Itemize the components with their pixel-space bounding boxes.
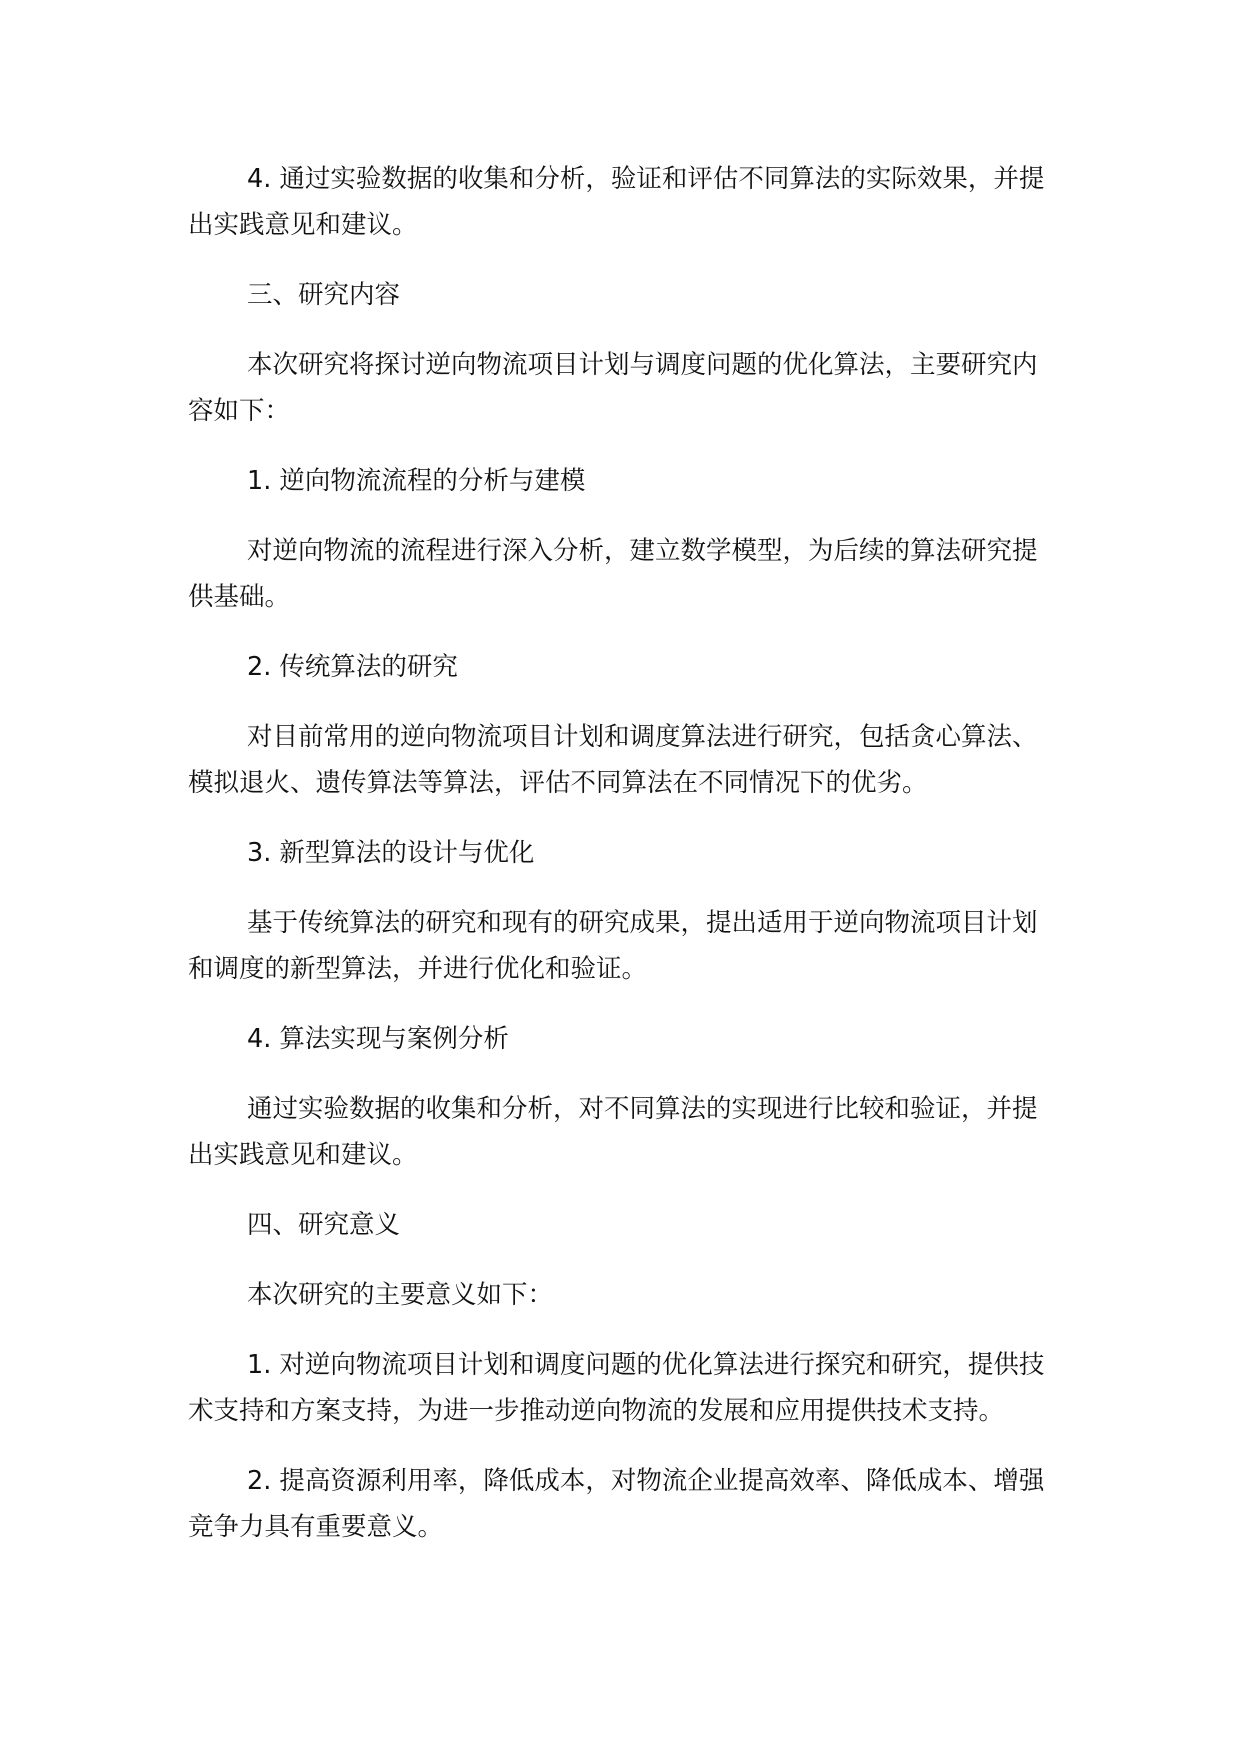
section-heading-research-significance: 四、研究意义 [247,1210,401,1240]
section-heading-research-content: 三、研究内容 [247,280,401,310]
paragraph-implementation-case-study: 通过实验数据的收集和分析，对不同算法的实现进行比较和验证，并提出实践意见和建议。 [188,1094,1038,1170]
subheading-process-analysis: 1. 逆向物流流程的分析与建模 [247,466,586,496]
paragraph-traditional-algorithms: 对目前常用的逆向物流项目计划和调度算法进行研究，包括贪心算法、模拟退火、遗传算法等算法，评估不同算法在不同情况下的优劣。 [188,722,1038,798]
paragraph-significance-item-2: 2. 提高资源利用率，降低成本，对物流企业提高效率、降低成本、增强竞争力具有重要意义。 [188,1466,1045,1542]
subheading-new-algorithm-design: 3. 新型算法的设计与优化 [247,838,535,868]
paragraph-new-algorithm-design: 基于传统算法的研究和现有的研究成果，提出适用于逆向物流项目计划和调度的新型算法，并进行优化和验证。 [188,908,1038,984]
paragraph-process-analysis: 对逆向物流的流程进行深入分析，建立数学模型，为后续的算法研究提供基础。 [188,536,1038,612]
paragraph-significance-item-1: 1. 对逆向物流项目计划和调度问题的优化算法进行探究和研究，提供技术支持和方案支持，为进一步推动逆向物流的发展和应用提供技术支持。 [188,1350,1045,1426]
paragraph-research-content-intro: 本次研究将探讨逆向物流项目计划与调度问题的优化算法，主要研究内容如下： [188,350,1038,426]
paragraph-significance-intro: 本次研究的主要意义如下： [247,1280,554,1310]
subheading-traditional-algorithms: 2. 传统算法的研究 [247,652,458,682]
paragraph-item-4-evaluation: 4. 通过实验数据的收集和分析，验证和评估不同算法的实际效果，并提出实践意见和建议。 [188,164,1045,240]
document-body [188,156,1045,1574]
subheading-implementation-case-study: 4. 算法实现与案例分析 [247,1024,509,1054]
